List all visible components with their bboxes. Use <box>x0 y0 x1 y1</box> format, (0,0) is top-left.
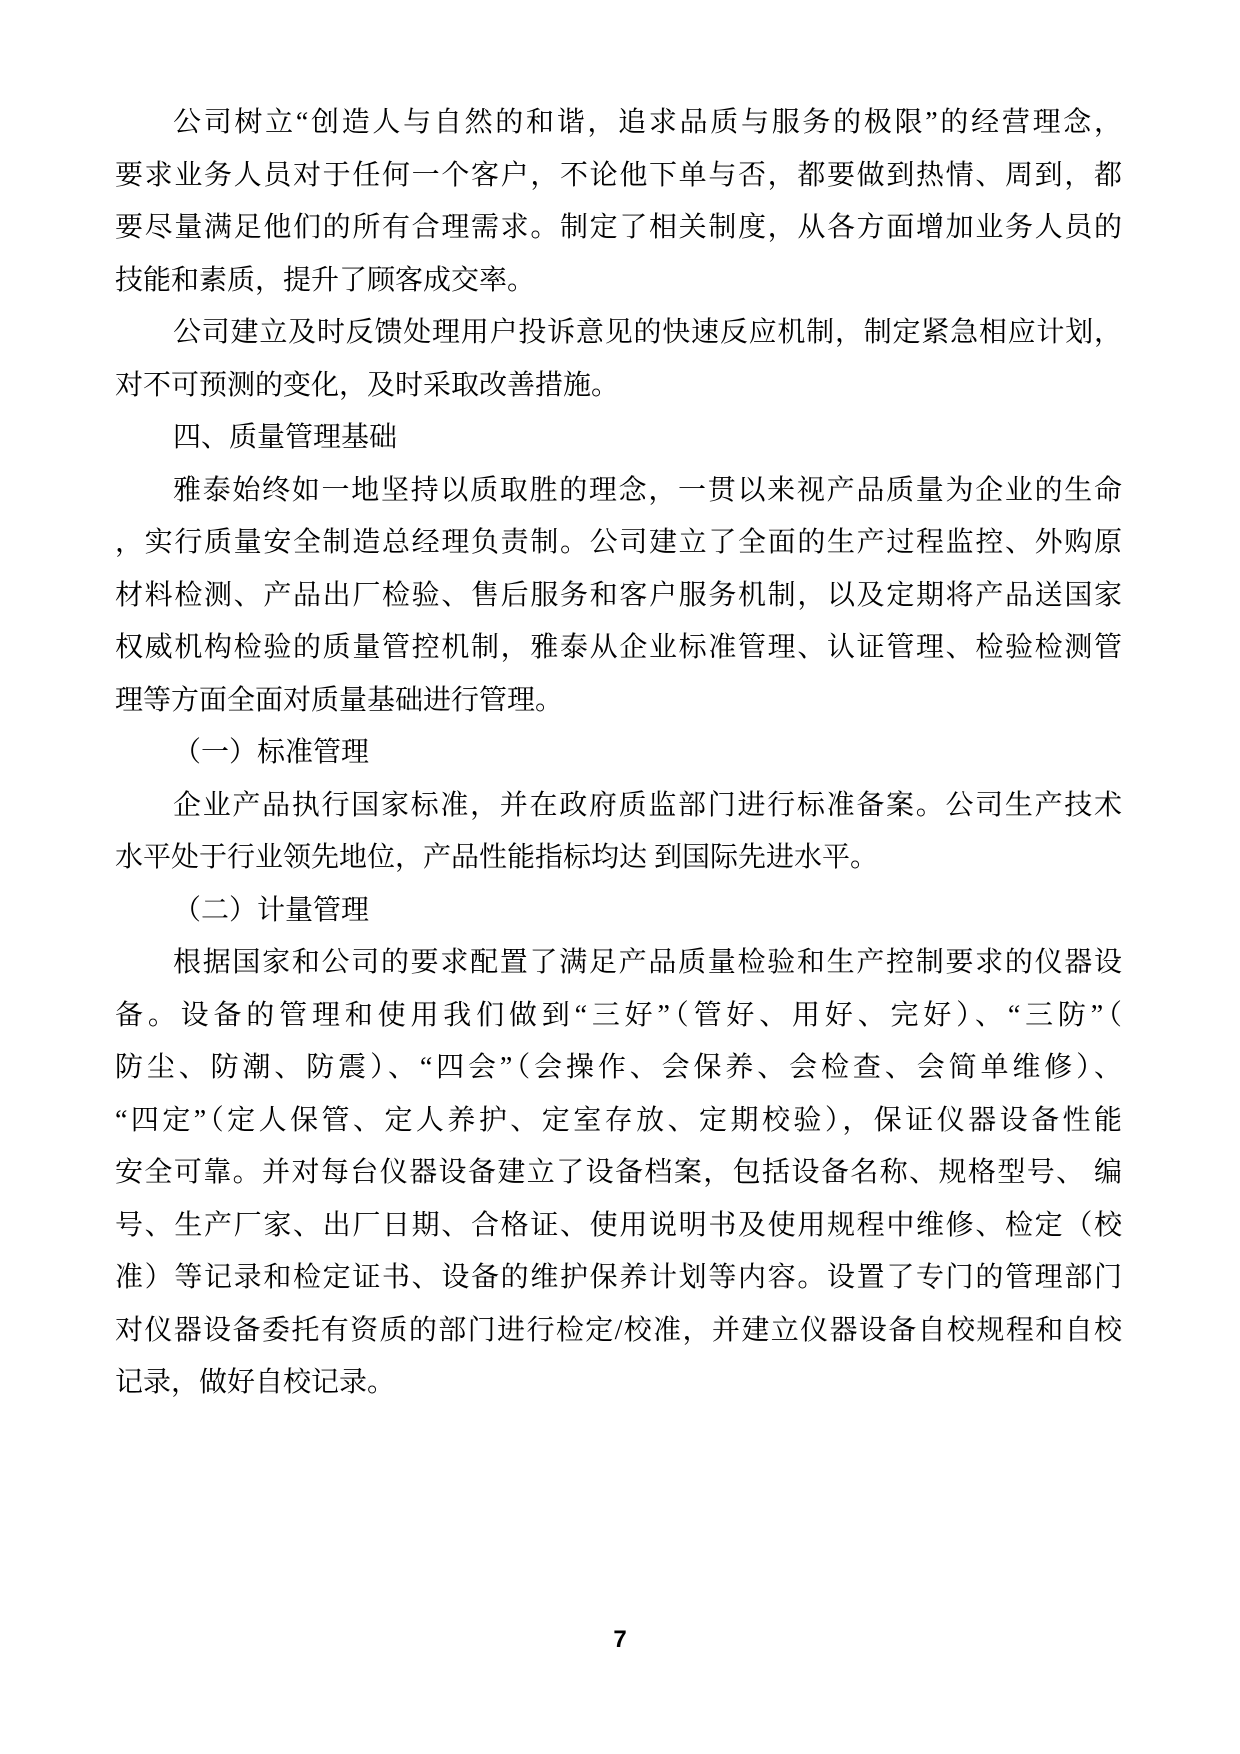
document-body <box>115 97 1122 1410</box>
text-line: 对仪器设备委托有资质的部门进行检定/校准，并建立仪器设备自校规程和自校 <box>115 1314 1122 1346</box>
text-line: 准）等记录和检定证书、设备的维护保养计划等内容。设置了专门的管理部门 <box>115 1262 1122 1293</box>
text-line: 号、生产厂家、出厂日期、合格证、使用说明书及使用规程中维修、检定（校 <box>115 1209 1122 1241</box>
text-line: 技能和素质，提升了顾客成交率。 <box>115 264 536 296</box>
text-line: 水平处于行业领先地位，产品性能指标均达 到国际先进水平。 <box>115 842 879 873</box>
text-line: 雅泰始终如一地坚持以质取胜的理念，一贯以来视产品质量为企业的生命 <box>173 474 1122 506</box>
heading-line: 四、质量管理基础 <box>173 422 398 453</box>
text-line: 备。设备的管理和使用我们做到“三好”（管好、用好、完好）、“三防”（ <box>115 999 1122 1031</box>
text-line: 要尽量满足他们的所有合理需求。制定了相关制度，从各方面增加业务人员的 <box>115 212 1122 243</box>
text-line: 权威机构检验的质量管控机制，雅泰从企业标准管理、认证管理、检验检测管 <box>115 632 1122 663</box>
page-number: 7 <box>613 1626 627 1653</box>
text-line: 企业产品执行国家标准，并在政府质监部门进行标准备案。公司生产技术 <box>173 789 1122 821</box>
text-line: 公司树立“创造人与自然的和谐，追求品质与服务的极限”的经营理念， <box>173 107 1122 138</box>
text-line: 根据国家和公司的要求配置了满足产品质量检验和生产控制要求的仪器设 <box>173 947 1122 978</box>
text-line: 安全可靠。并对每台仪器设备建立了设备档案，包括设备名称、规格型号、 编 <box>115 1157 1122 1188</box>
text-line: 防尘、防潮、防震）、“四会”（会操作、会保养、会检查、会简单维修）、 <box>115 1052 1122 1083</box>
text-line: 材料检测、产品出厂检验、售后服务和客户服务机制，以及定期将产品送国家 <box>115 579 1122 611</box>
text-line: 要求业务人员对于任何一个客户，不论他下单与否，都要做到热情、周到，都 <box>115 159 1122 191</box>
text-line: 理等方面全面对质量基础进行管理。 <box>115 684 564 716</box>
text-line: 公司建立及时反馈处理用户投诉意见的快速反应机制，制定紧急相应计划， <box>173 317 1122 348</box>
text-line: “四定”（定人保管、定人养护、定室存放、定期校验），保证仪器设备性能 <box>115 1104 1122 1136</box>
heading-line: （一）标准管理 <box>173 737 370 768</box>
heading-line: （二）计量管理 <box>173 894 370 926</box>
text-line: 记录，做好自校记录。 <box>115 1367 396 1398</box>
text-line: ，实行质量安全制造总经理负责制。公司建立了全面的生产过程监控、外购原 <box>115 527 1122 558</box>
text-line: 对不可预测的变化，及时采取改善措施。 <box>115 369 620 401</box>
